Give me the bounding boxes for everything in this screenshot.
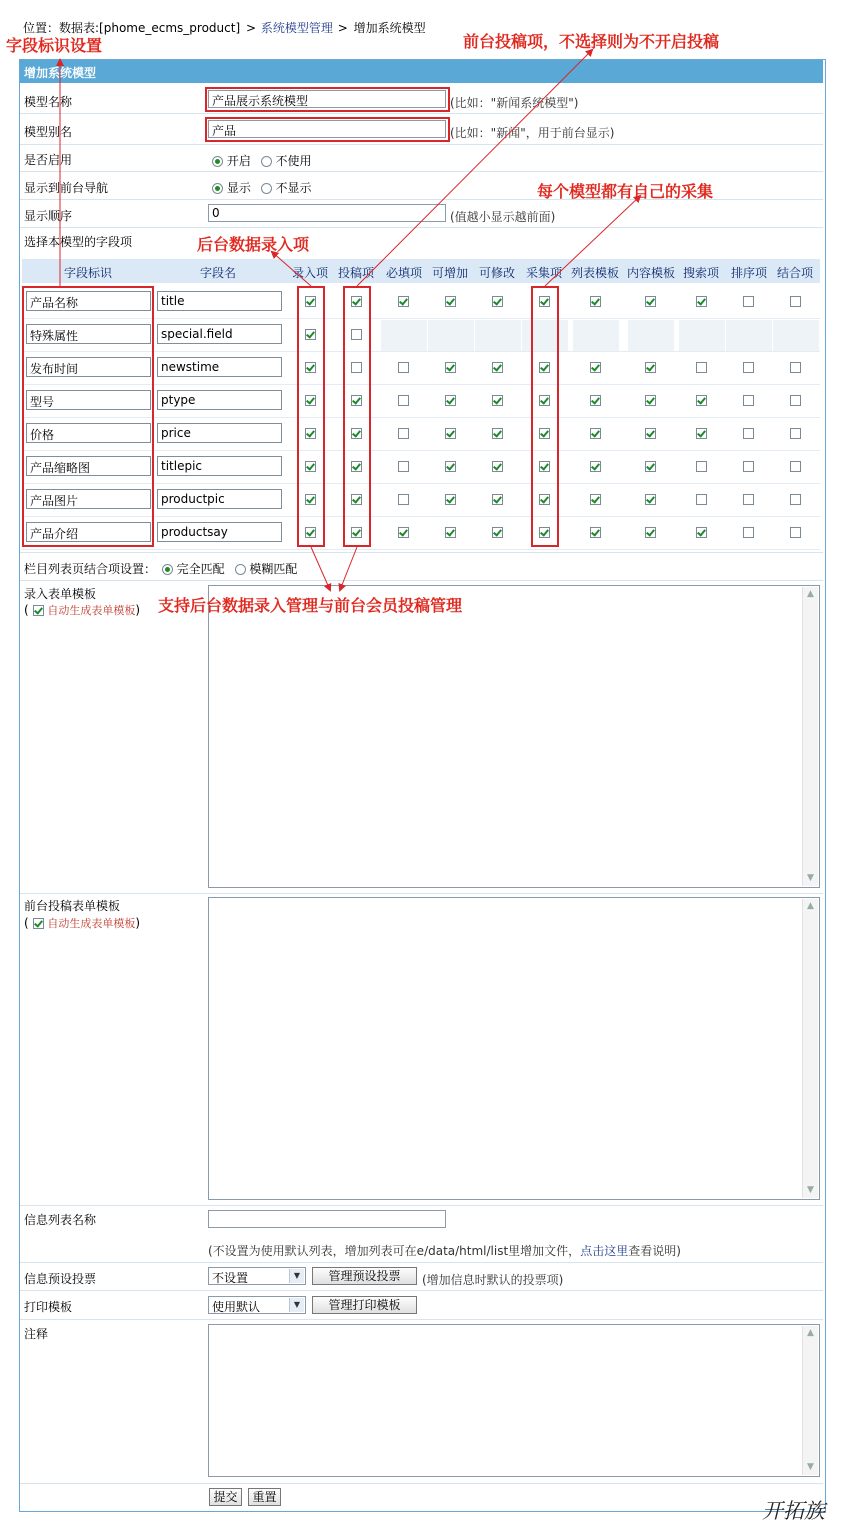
annotation-entry: 后台数据录入项 — [197, 235, 310, 254]
field-name-input[interactable]: title — [157, 291, 282, 311]
nav-on-label: 显示 — [226, 181, 251, 195]
th-required: 必填项 — [386, 266, 423, 280]
match-fuzzy-label: 模糊匹配 — [249, 562, 298, 576]
alias-input[interactable]: 产品 — [208, 120, 446, 138]
print-label: 打印模板 — [24, 1300, 73, 1314]
annotation-collect: 每个模型都有自己的采集 — [537, 182, 714, 201]
th-addable: 可增加 — [432, 266, 469, 280]
scroll-up-icon[interactable]: ▲ — [807, 901, 814, 911]
arrow-collect — [545, 196, 640, 286]
th-collect: 采集项 — [526, 266, 563, 280]
list-name-label: 信息列表名称 — [24, 1213, 97, 1227]
th-search: 搜索项 — [683, 266, 720, 280]
annotation-field-label: 字段标识设置 — [6, 36, 103, 55]
page-title: 增加系统模型 — [24, 66, 97, 80]
scroll-up-icon[interactable]: ▲ — [807, 1328, 814, 1338]
th-combine: 结合项 — [777, 266, 814, 280]
nav-label: 显示到前台导航 — [24, 181, 109, 195]
entry-tpl-label: 录入表单模板 — [24, 587, 97, 601]
vote-label: 信息预设投票 — [24, 1272, 97, 1286]
submit-tpl-label: 前台投稿表单模板 — [24, 899, 121, 913]
alias-label: 模型别名 — [24, 125, 73, 139]
enabled-off-label: 不使用 — [275, 154, 312, 168]
model-name-label: 模型名称 — [24, 95, 73, 109]
submit-button[interactable]: 提交 — [209, 1488, 242, 1506]
th-submit: 投稿项 — [338, 266, 375, 280]
field-name-input[interactable]: special.field — [157, 324, 282, 344]
entry-tpl-auto-label: 自动生成表单模板 — [47, 604, 136, 617]
nav-off-label: 不显示 — [275, 181, 312, 195]
paren: ) — [135, 603, 141, 617]
breadcrumb-prefix: 位置：数据表:[phome_ecms_product] — [23, 21, 241, 35]
list-name-hint-post: 查看说明) — [628, 1244, 681, 1258]
field-label-input[interactable]: 型号 — [26, 390, 151, 410]
enabled-label: 是否启用 — [24, 153, 73, 167]
th-label: 字段标识 — [64, 266, 113, 280]
fields-label: 选择本模型的字段项 — [24, 235, 133, 249]
order-hint: (值越小显示越前面) — [450, 210, 556, 224]
th-content-tpl: 内容模板 — [627, 266, 676, 280]
field-label-input[interactable]: 特殊属性 — [26, 324, 151, 344]
paren: ( — [24, 603, 29, 617]
field-name-input[interactable]: newstime — [157, 357, 282, 377]
vote-hint: (增加信息时默认的投票项) — [422, 1273, 564, 1287]
breadcrumb-sep: > — [337, 21, 348, 35]
chevron-down-icon: ▼ — [289, 1269, 304, 1283]
match-exact-label: 完全匹配 — [176, 562, 225, 576]
scroll-down-icon[interactable]: ▼ — [807, 1185, 814, 1195]
manage-print-button[interactable]: 管理打印模板 — [312, 1296, 417, 1314]
order-input[interactable]: 0 — [208, 204, 446, 222]
scroll-down-icon[interactable]: ▼ — [807, 1462, 814, 1472]
submit-tpl-auto-label: 自动生成表单模板 — [47, 917, 136, 930]
breadcrumb-link-model-manage[interactable]: 系统模型管理 — [260, 21, 333, 35]
watermark: 开拓族 — [762, 1499, 825, 1523]
breadcrumb-current: 增加系统模型 — [353, 21, 426, 35]
field-name-input[interactable]: price — [157, 423, 282, 443]
notes-label: 注释 — [24, 1327, 49, 1341]
arrow-bottom-submit — [340, 547, 357, 590]
model-name-hint: (比如："新闻系统模型") — [450, 96, 579, 110]
chevron-down-icon: ▼ — [289, 1298, 304, 1312]
order-label: 显示顺序 — [24, 209, 73, 223]
list-name-help-link[interactable]: 点击这里 — [580, 1244, 629, 1258]
arrow-entry — [272, 252, 311, 286]
paren: ( — [24, 916, 29, 930]
field-name-input[interactable]: ptype — [157, 390, 282, 410]
scroll-down-icon[interactable]: ▼ — [807, 873, 814, 883]
match-label: 栏目列表页结合项设置： — [24, 562, 157, 576]
field-label-input[interactable]: 产品缩略图 — [26, 456, 151, 476]
paren: ) — [135, 916, 141, 930]
field-name-input[interactable]: productpic — [157, 489, 282, 509]
arrow-submit — [357, 50, 592, 286]
reset-button[interactable]: 重置 — [248, 1488, 281, 1506]
field-label-input[interactable]: 产品名称 — [26, 291, 151, 311]
annotation-submit: 前台投稿项，不选择则为不开启投稿 — [463, 32, 720, 51]
breadcrumb-sep: > — [245, 21, 257, 35]
th-editable: 可修改 — [479, 266, 516, 280]
th-list-tpl: 列表模板 — [571, 266, 620, 280]
arrow-bottom-entry — [311, 547, 330, 590]
scroll-up-icon[interactable]: ▲ — [807, 589, 814, 599]
annotation-support: 支持后台数据录入管理与前台会员投稿管理 — [158, 596, 463, 615]
enabled-on-label: 开启 — [226, 154, 251, 168]
print-select-value: 使用默认 — [212, 1300, 261, 1314]
th-entry: 录入项 — [292, 266, 329, 280]
field-label-input[interactable]: 产品介绍 — [26, 522, 151, 542]
field-name-input[interactable]: titlepic — [157, 456, 282, 476]
manage-vote-button[interactable]: 管理预设投票 — [312, 1267, 417, 1285]
vote-select-value: 不设置 — [212, 1271, 249, 1285]
alias-hint: (比如："新闻"，用于前台显示) — [450, 126, 615, 140]
th-field: 字段名 — [200, 266, 237, 280]
field-label-input[interactable]: 产品图片 — [26, 489, 151, 509]
th-sort: 排序项 — [731, 266, 768, 280]
field-name-input[interactable]: productsay — [157, 522, 282, 542]
field-label-input[interactable]: 价格 — [26, 423, 151, 443]
field-label-input[interactable]: 发布时间 — [26, 357, 151, 377]
list-name-hint-pre: (不设置为使用默认列表，增加列表可在e/data/html/list里增加文件， — [208, 1244, 581, 1258]
model-name-input[interactable]: 产品展示系统模型 — [208, 90, 446, 108]
